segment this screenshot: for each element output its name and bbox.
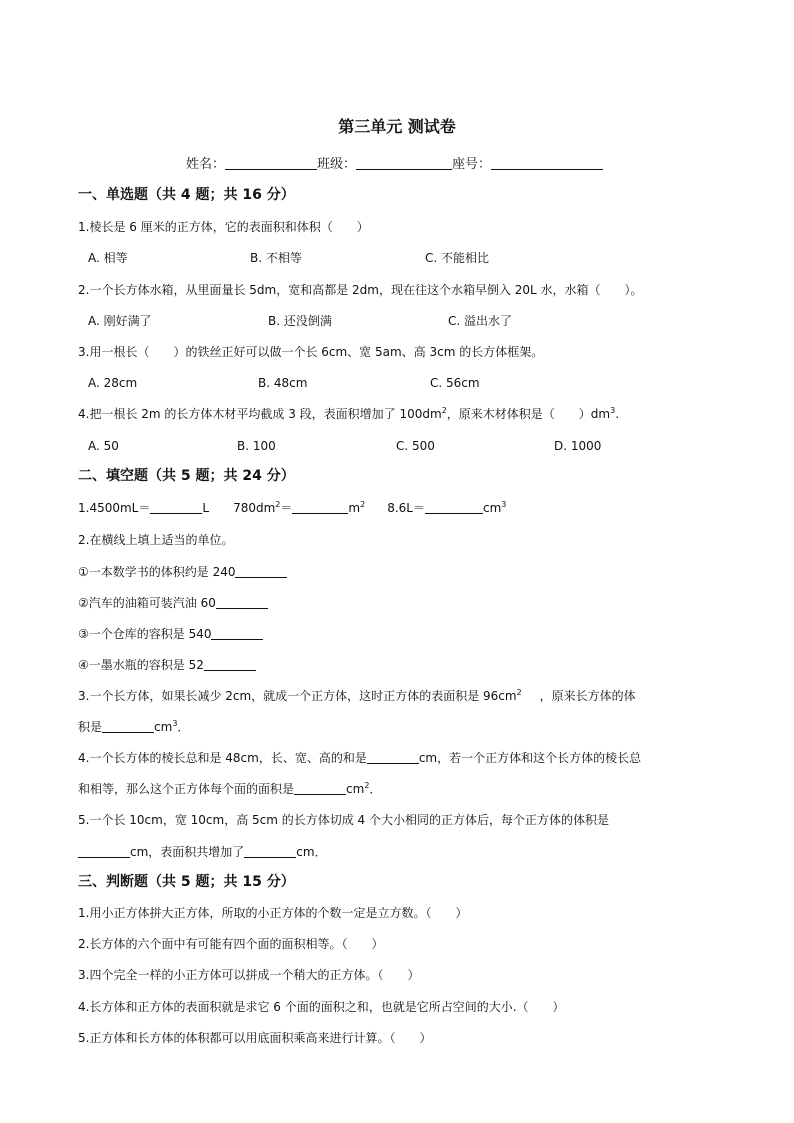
sc-question-3: 3.用一根长（ ）的铁丝正好可以做一个长 6cm、宽 5am、高 3cm 的长方体框架。 bbox=[78, 345, 544, 359]
sc-q4-text-a: 4.把一根长 2m 的长方体木材平均截成 3 段，表面积增加了 100dm bbox=[78, 407, 442, 421]
sc-question-2: 2.一个长方体水箱，从里面量长 5dm，宽和高都是 2dm，现在往这个水箱早倒入 20L 水，水箱（ ）。 bbox=[78, 283, 643, 297]
tf-question-4: 4.长方体和正方体的表面积就是求它 6 个面的面积之和，也就是它所占空间的大小.（ ） bbox=[78, 1000, 565, 1014]
sc-question-4 bbox=[78, 406, 619, 422]
fb-q2-item-2-blank[interactable] bbox=[216, 596, 268, 609]
fb-q3-unit: cm bbox=[154, 720, 173, 734]
fb-q4-period: ． bbox=[369, 782, 382, 796]
tf-question-3: 3.四个完全一样的小正方体可以拼成一个稍大的正方体。（ ） bbox=[78, 968, 420, 982]
fb-q4-text-b: cm，若一个正方体和这个长方体的棱长总 bbox=[418, 751, 642, 765]
fb-q3-text-b: ，原来长方体的体 bbox=[539, 689, 636, 703]
fb-q1-unit1: L bbox=[202, 501, 210, 515]
fb-question-3-line1 bbox=[78, 688, 636, 704]
fb-q3-text-c: 积是 bbox=[78, 720, 103, 734]
fb-q4-blank2[interactable] bbox=[294, 782, 346, 795]
sc-q4-option-b[interactable]: B. 100 bbox=[237, 439, 276, 453]
fb-q2-item-3 bbox=[78, 626, 263, 642]
fb-q4-text-c: 和相等，那么这个正方体每个面的面积是 bbox=[78, 782, 295, 796]
fb-q1-unit3: cm bbox=[482, 501, 502, 515]
fb-q3-text-a: 3.一个长方体，如果长减少 2cm，就成一个正方体，这时正方体的表面积是 96cm bbox=[78, 689, 517, 703]
fb-q1-sup-a: 2 bbox=[275, 500, 281, 509]
sc-q2-option-c[interactable]: C. 溢出水了 bbox=[448, 314, 513, 328]
sc-q3-option-c[interactable]: C. 56cm bbox=[430, 376, 480, 390]
fb-q5-unit2: cm． bbox=[296, 845, 327, 859]
tf-question-1: 1.用小正方体拼大正方体，所取的小正方体的个数一定是立方数。（ ） bbox=[78, 906, 468, 920]
fb-q2-item-2 bbox=[78, 595, 268, 611]
fb-question-4-line2 bbox=[78, 781, 381, 797]
fb-question-1 bbox=[78, 500, 506, 516]
fb-q1-blank3[interactable] bbox=[425, 501, 483, 514]
sc-q1-option-c[interactable]: C. 不能相比 bbox=[425, 251, 490, 265]
seat-label: 座号： bbox=[452, 157, 492, 172]
fb-q4-text-a: 4.一个长方体的棱长总和是 48cm，长、宽、高的和是 bbox=[78, 751, 367, 765]
fb-question-4-line1 bbox=[78, 750, 641, 766]
sc-q4-text-end: . bbox=[615, 407, 620, 421]
sc-question-1: 1.棱长是 6 厘米的正方体，它的表面积和体积（ ） bbox=[78, 220, 369, 234]
fb-q3-sup-3: 3 bbox=[172, 719, 178, 728]
seat-blank[interactable] bbox=[491, 155, 603, 170]
name-label: 姓名： bbox=[186, 157, 226, 172]
sc-q4-option-d[interactable]: D. 1000 bbox=[554, 439, 602, 453]
fb-q4-unit: cm bbox=[346, 782, 365, 796]
fb-q1-sup-c: 3 bbox=[501, 500, 507, 509]
student-info-row bbox=[186, 155, 603, 174]
sc-q3-option-a[interactable]: A. 28cm bbox=[88, 376, 138, 390]
fb-q5-blank1[interactable] bbox=[78, 845, 130, 858]
fb-question-5-line1: 5.一个长 10cm，宽 10cm，高 5cm 的长方体切成 4 个大小相同的正方体后，每个正方体的体积是 bbox=[78, 813, 610, 827]
class-label: 班级： bbox=[317, 157, 357, 172]
fb-question-2: 2.在横线上填上适当的单位。 bbox=[78, 533, 234, 547]
sc-q2-option-a[interactable]: A. 刚好满了 bbox=[88, 314, 152, 328]
fb-q1-part2: 780dm bbox=[233, 501, 276, 515]
fb-question-5-line2 bbox=[78, 844, 327, 860]
sc-q4-text-b: ，原来木材体积是（ ）dm bbox=[446, 407, 611, 421]
fb-q1-part1: 1.4500mL＝ bbox=[78, 501, 151, 515]
fb-q3-sup-2: 2 bbox=[516, 688, 522, 697]
tf-question-2: 2.长方体的六个面中有可能有四个面的面积相等。（ ） bbox=[78, 937, 384, 951]
sc-q4-sup-3: 3 bbox=[610, 406, 616, 415]
class-blank[interactable] bbox=[356, 155, 452, 170]
fb-q3-period: ． bbox=[177, 720, 190, 734]
sc-q1-option-a[interactable]: A. 相等 bbox=[88, 251, 128, 265]
section-single-choice-heading: 一、单选题（共 4 题；共 16 分） bbox=[78, 187, 295, 203]
section-fill-blank-heading: 二、填空题（共 5 题；共 24 分） bbox=[78, 468, 295, 484]
fb-q2-item-1-text: ①一本数学书的体积约是 240 bbox=[78, 565, 236, 579]
fb-q2-item-1-blank[interactable] bbox=[235, 565, 287, 578]
name-blank[interactable] bbox=[225, 155, 317, 170]
sc-q2-option-b[interactable]: B. 还没倒满 bbox=[268, 314, 332, 328]
sc-q4-sup-2: 2 bbox=[441, 406, 447, 415]
fb-q1-part3: 8.6L＝ bbox=[387, 501, 425, 515]
fb-q1-blank2[interactable] bbox=[292, 501, 348, 514]
fb-q5-blank2[interactable] bbox=[244, 845, 296, 858]
sc-q1-option-b[interactable]: B. 不相等 bbox=[250, 251, 302, 265]
fb-q2-item-3-text: ③一个仓库的容积是 540 bbox=[78, 627, 212, 641]
fb-q2-item-3-blank[interactable] bbox=[211, 627, 263, 640]
fb-q5-unit1: cm，表面积共增加了 bbox=[130, 845, 245, 859]
fb-question-3-line2 bbox=[78, 719, 189, 735]
fb-q2-item-2-text: ②汽车的油箱可装汽油 60 bbox=[78, 596, 216, 610]
fb-q1-unit2: m bbox=[348, 501, 361, 515]
fb-q2-item-4 bbox=[78, 657, 256, 673]
sc-q3-option-b[interactable]: B. 48cm bbox=[258, 376, 308, 390]
fb-q3-blank[interactable] bbox=[102, 720, 154, 733]
page-title: 第三单元 测试卷 bbox=[338, 117, 456, 136]
fb-q1-sup-b: 2 bbox=[360, 500, 366, 509]
fb-q1-eq: ＝ bbox=[280, 501, 293, 515]
fb-q4-blank1[interactable] bbox=[367, 751, 419, 764]
tf-question-5: 5.正方体和长方体的体积都可以用底面积乘高来进行计算。（ ） bbox=[78, 1031, 432, 1045]
sc-q4-option-a[interactable]: A. 50 bbox=[88, 439, 119, 453]
fb-q2-item-4-blank[interactable] bbox=[204, 658, 256, 671]
fb-q1-blank1[interactable] bbox=[150, 501, 202, 514]
fb-q2-item-4-text: ④一墨水瓶的容积是 52 bbox=[78, 658, 204, 672]
fb-q2-item-1 bbox=[78, 564, 287, 580]
section-true-false-heading: 三、判断题（共 5 题；共 15 分） bbox=[78, 874, 295, 890]
sc-q4-option-c[interactable]: C. 500 bbox=[396, 439, 435, 453]
fb-q4-sup-2: 2 bbox=[364, 781, 370, 790]
